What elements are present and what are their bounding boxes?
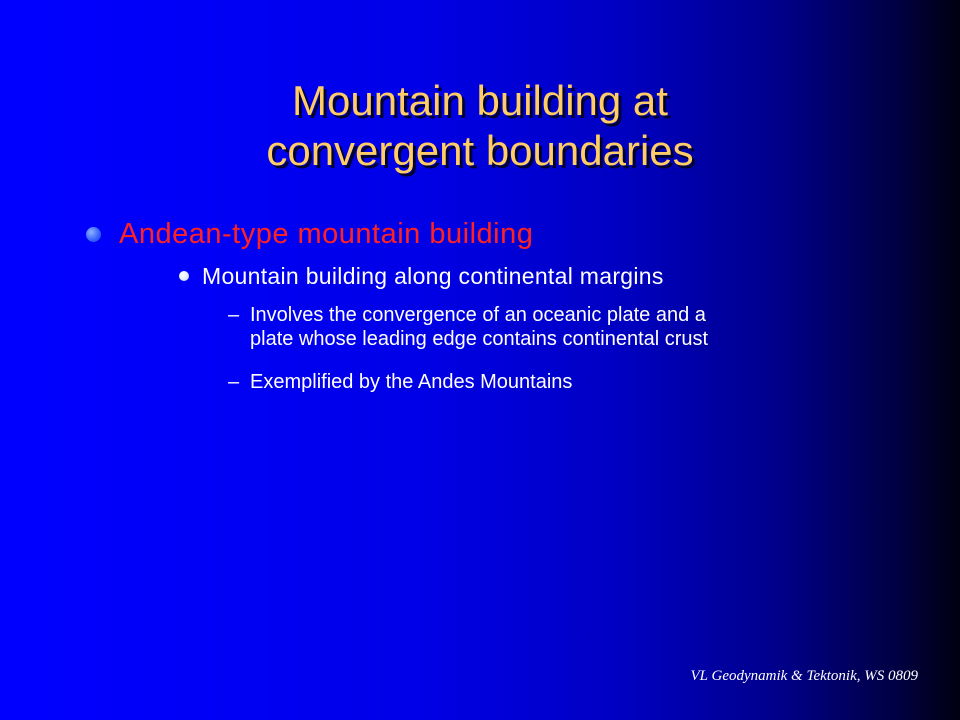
bullet-level-3-item (228, 303, 708, 351)
bullet-level-2-text: Mountain building along continental margins (202, 262, 664, 289)
bullet-level-2 (179, 260, 664, 292)
bullet-level-3-line-2: plate whose leading edge contains continental crust (250, 328, 709, 350)
bullet-level-3-text: Exemplified by the Andes Mountains (250, 371, 573, 393)
bullet-level-3-item (228, 370, 572, 394)
bullet-level-1-text: Andean-type mountain building (119, 217, 534, 250)
slide-title (0, 76, 960, 176)
slide-title-line-2: convergent boundaries (266, 127, 694, 174)
dash-bullet: – (228, 304, 240, 326)
bullet-level-1 (86, 212, 533, 256)
slide-title-line-1: Mountain building at (292, 77, 668, 124)
bullet-small-dot-icon (179, 271, 189, 281)
dash-bullet: – (228, 371, 240, 393)
bullet-level-3-line-1: Involves the convergence of an oceanic plate and a (250, 304, 706, 326)
slide-footer: VL Geodynamik & Tektonik, WS 0809 (690, 668, 918, 684)
bullet-dot-icon (86, 227, 101, 242)
